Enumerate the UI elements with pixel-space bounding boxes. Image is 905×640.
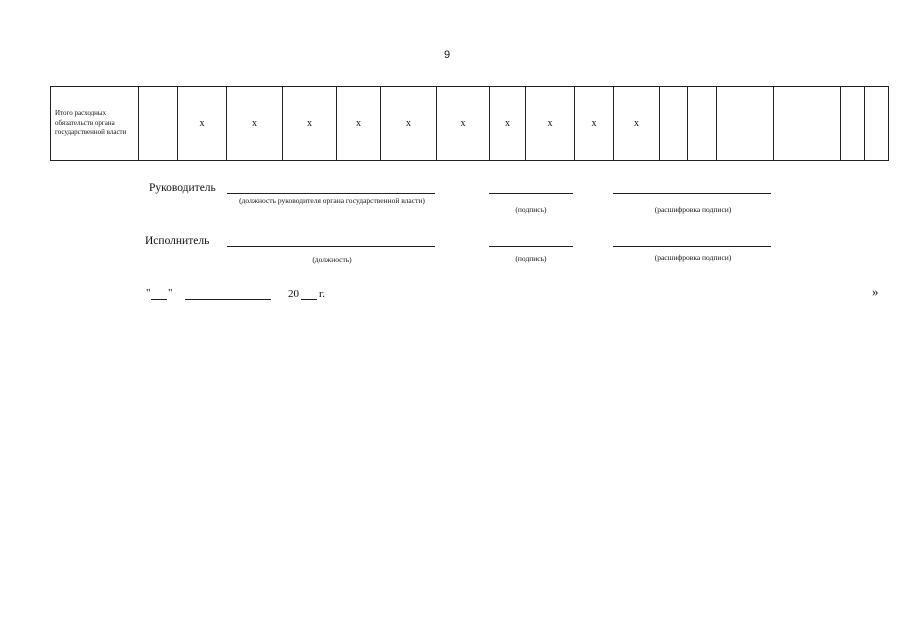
executor-decoding-line (613, 246, 771, 247)
executor-signature-caption: (подпись) (515, 254, 547, 263)
executor-decoding-caption: (расшифровка подписи) (654, 253, 732, 262)
table-cell (660, 87, 688, 161)
executor-position-line (227, 246, 435, 247)
head-position-line (227, 193, 435, 194)
date-month-line (185, 299, 271, 300)
totals-row (51, 87, 889, 161)
table-cell: х (178, 87, 227, 161)
table-cell: х (283, 87, 337, 161)
date-open-quote: " (146, 287, 151, 299)
table-cell: х (381, 87, 437, 161)
table-cell (774, 87, 841, 161)
executor-signature-line (489, 246, 573, 247)
table-cell (865, 87, 889, 161)
head-label: Руководитель (149, 182, 216, 194)
date-year-suffix: г. (319, 288, 326, 300)
page-number: 9 (443, 49, 451, 61)
head-signature-line (489, 193, 573, 194)
head-signature-caption: (подпись) (515, 205, 547, 214)
table-cell: х (490, 87, 526, 161)
head-decoding-caption: (расшифровка подписи) (654, 205, 732, 214)
table-cell: х (526, 87, 575, 161)
totals-table (50, 86, 889, 161)
table-cell: х (575, 87, 614, 161)
executor-label: Исполнитель (145, 235, 210, 247)
table-cell (688, 87, 717, 161)
row-label-cell: Итого расходных обязательств органа государственной власти (51, 87, 139, 161)
table-cell (717, 87, 774, 161)
table-cell (841, 87, 865, 161)
date-year-prefix: 20 (288, 288, 299, 300)
closing-quote-mark: » (872, 284, 879, 299)
table-cell: х (614, 87, 660, 161)
table-cell (139, 87, 178, 161)
head-position-caption: (должность руководителя органа государственной власти) (239, 196, 425, 205)
date-close-quote: " (168, 287, 173, 299)
table-cell: х (437, 87, 490, 161)
date-year-line (301, 299, 317, 300)
table-cell: х (227, 87, 283, 161)
date-day-line (151, 299, 167, 300)
table-cell: х (337, 87, 381, 161)
executor-position-caption: (должность) (312, 255, 352, 264)
head-decoding-line (613, 193, 771, 194)
